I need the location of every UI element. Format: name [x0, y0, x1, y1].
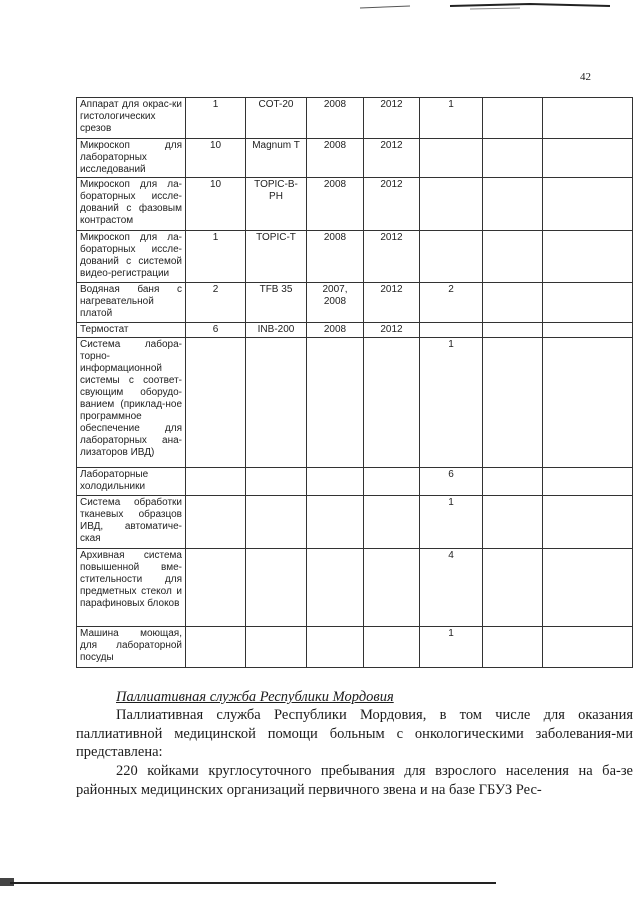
model-cell: TOPIC-T [246, 231, 307, 283]
empty-cell [483, 549, 543, 627]
need-cell: 6 [420, 468, 483, 496]
need-cell [420, 139, 483, 178]
table-row [77, 231, 633, 283]
year-cell-2: 2012 [364, 323, 420, 338]
model-cell: INB-200 [246, 323, 307, 338]
year-cell [307, 468, 364, 496]
year-cell: 2008 [307, 323, 364, 338]
model-cell [246, 468, 307, 496]
quantity-cell: 1 [186, 98, 246, 139]
table-row [77, 139, 633, 178]
empty-cell [483, 468, 543, 496]
quantity-cell: 10 [186, 178, 246, 231]
table-row [77, 627, 633, 668]
equipment-name: Лабораторные холодильники [77, 468, 186, 496]
year-cell [307, 496, 364, 549]
table-row [77, 338, 633, 468]
year-cell [307, 549, 364, 627]
model-cell: COT-20 [246, 98, 307, 139]
equipment-table [76, 97, 633, 668]
equipment-name: Архивная система повышенной вме-стительности для предметных стекол и парафиновых блоков [77, 549, 186, 627]
year-cell-2 [364, 338, 420, 468]
need-cell: 1 [420, 338, 483, 468]
empty-cell [483, 496, 543, 549]
need-cell: 1 [420, 627, 483, 668]
quantity-cell: 6 [186, 323, 246, 338]
equipment-name: Микроскоп для ла-бораторных иссле-дований с фазовым контрастом [77, 178, 186, 231]
model-cell [246, 338, 307, 468]
empty-cell [483, 338, 543, 468]
quantity-cell [186, 496, 246, 549]
equipment-name: Машина моющая, для лабораторной посуды [77, 627, 186, 668]
year-cell: 2008 [307, 139, 364, 178]
empty-cell [483, 323, 543, 338]
empty-cell [543, 338, 633, 468]
equipment-name: Водяная баня с нагревательной платой [77, 283, 186, 323]
empty-cell [483, 283, 543, 323]
year-cell: 2008 [307, 231, 364, 283]
year-cell-2: 2012 [364, 231, 420, 283]
table-row [77, 98, 633, 139]
empty-cell [543, 139, 633, 178]
model-cell: Magnum T [246, 139, 307, 178]
model-cell [246, 496, 307, 549]
model-cell [246, 627, 307, 668]
year-cell-2: 2012 [364, 139, 420, 178]
model-cell: TFB 35 [246, 283, 307, 323]
empty-cell [543, 323, 633, 338]
year-cell: 2008 [307, 98, 364, 139]
need-cell [420, 323, 483, 338]
equipment-name: Микроскоп для лабораторных исследований [77, 139, 186, 178]
need-cell: 2 [420, 283, 483, 323]
year-cell: 2007, 2008 [307, 283, 364, 323]
empty-cell [543, 627, 633, 668]
model-cell: TOPIC-B-PH [246, 178, 307, 231]
empty-cell [483, 178, 543, 231]
quantity-cell: 2 [186, 283, 246, 323]
equipment-name: Система лабора-торно-информационной системы с соответ-свующим оборудо-ванием (приклад-ное программное обеспечение для лабораторных ана-лизаторов ИВД) [77, 338, 186, 468]
table-row [77, 496, 633, 549]
year-cell-2: 2012 [364, 178, 420, 231]
need-cell: 1 [420, 98, 483, 139]
year-cell: 2008 [307, 178, 364, 231]
section-heading: Паллиативная служба Республики Мордовия [116, 689, 394, 705]
quantity-cell [186, 627, 246, 668]
year-cell [307, 627, 364, 668]
quantity-cell [186, 338, 246, 468]
empty-cell [543, 549, 633, 627]
equipment-name: Термостат [77, 323, 186, 338]
empty-cell [543, 283, 633, 323]
empty-cell [543, 496, 633, 549]
table-row [77, 178, 633, 231]
table-row [77, 283, 633, 323]
table-row [77, 549, 633, 627]
need-cell: 1 [420, 496, 483, 549]
empty-cell [543, 178, 633, 231]
scan-artifact-bottom-line [10, 882, 496, 884]
need-cell: 4 [420, 549, 483, 627]
body-paragraph-1: Паллиативная служба Республики Мордовия, в том числе для оказания паллиативной медицинской помощи больным с онкологическими заболевания-ми представлена: [76, 707, 633, 760]
page-number: 42 [580, 71, 591, 83]
need-cell [420, 231, 483, 283]
body-paragraph-2: 220 койками круглосуточного пребывания для взрослого населения на ба-зе районных медицинских организаций первичного звена и на базе ГБУЗ Рес- [76, 763, 633, 798]
year-cell-2 [364, 468, 420, 496]
need-cell [420, 178, 483, 231]
table-row [77, 468, 633, 496]
table-row [77, 323, 633, 338]
scan-artifact-top [330, 0, 630, 18]
quantity-cell: 10 [186, 139, 246, 178]
quantity-cell: 1 [186, 231, 246, 283]
empty-cell [483, 139, 543, 178]
quantity-cell [186, 549, 246, 627]
empty-cell [543, 98, 633, 139]
year-cell-2 [364, 549, 420, 627]
equipment-name: Аппарат для окрас-ки гистологических срезов [77, 98, 186, 139]
model-cell [246, 549, 307, 627]
year-cell-2: 2012 [364, 283, 420, 323]
empty-cell [483, 98, 543, 139]
year-cell [307, 338, 364, 468]
year-cell-2: 2012 [364, 98, 420, 139]
equipment-name: Микроскоп для ла-бораторных иссле-дований с системой видео-регистрации [77, 231, 186, 283]
equipment-name: Система обработки тканевых образцов ИВД, автоматиче-ская [77, 496, 186, 549]
year-cell-2 [364, 496, 420, 549]
empty-cell [543, 231, 633, 283]
empty-cell [483, 627, 543, 668]
year-cell-2 [364, 627, 420, 668]
quantity-cell [186, 468, 246, 496]
empty-cell [483, 231, 543, 283]
empty-cell [543, 468, 633, 496]
